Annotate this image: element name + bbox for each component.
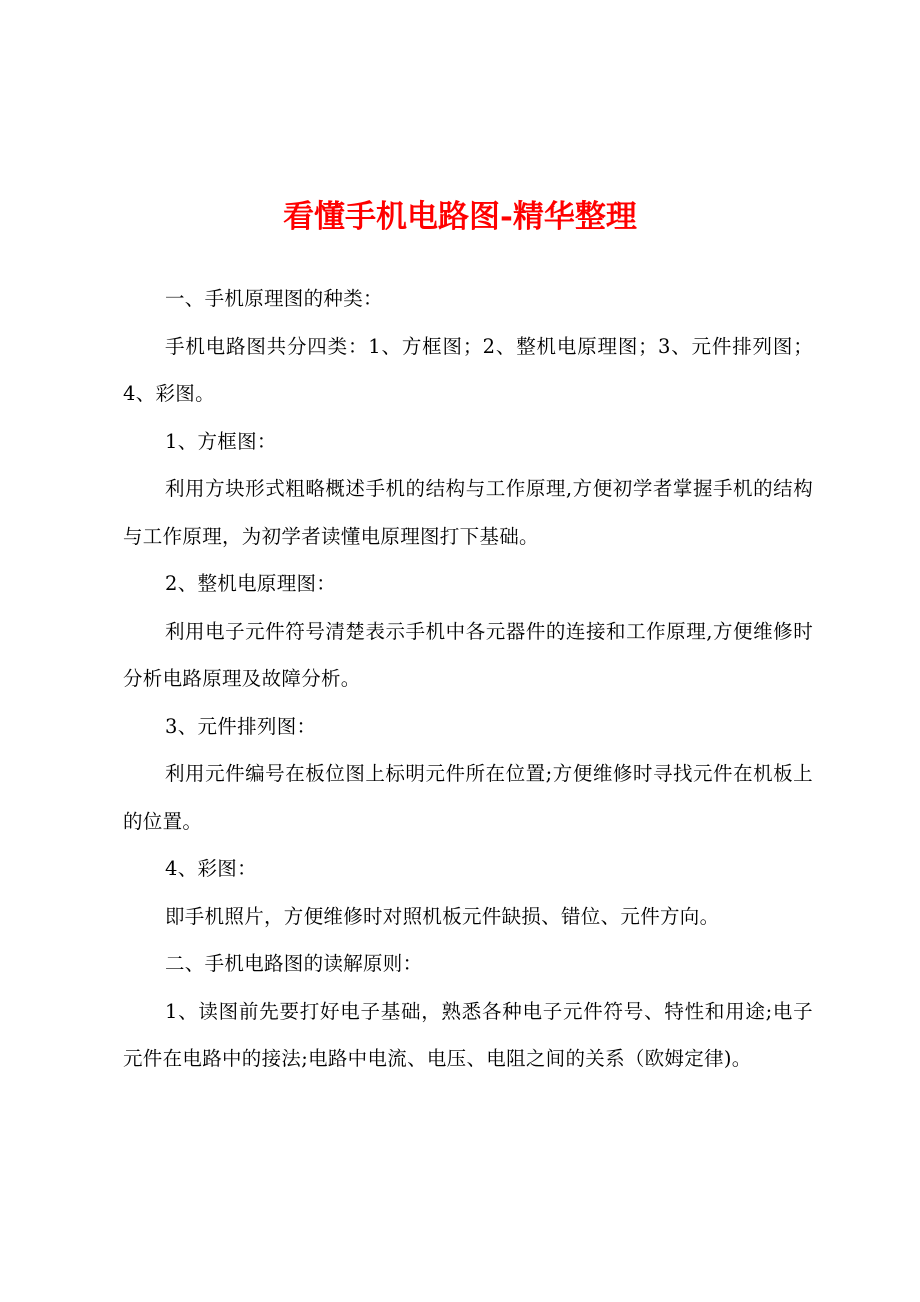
subsection-heading: 3、元件排列图： — [165, 714, 317, 738]
body-paragraph: 利用元件编号在板位图上标明元件所在位置;方便维修时寻找元件在机板上的位置。 — [123, 762, 813, 833]
subsection-heading: 1、方框图： — [165, 429, 277, 453]
document-body — [123, 275, 813, 1083]
subsection-heading: 4、彩图： — [165, 857, 257, 880]
body-paragraph: 手机电路图共分四类：1、方框图；2、整机电原理图；3、元件排列图；4、彩图。 — [123, 334, 813, 405]
body-paragraph: 利用电子元件符号清楚表示手机中各元器件的连接和工作原理,方便维修时分析电路原理及故障分析。 — [123, 619, 813, 690]
subsection-heading: 2、整机电原理图： — [165, 572, 337, 595]
section-heading: 二、手机电路图的读解原则： — [165, 952, 423, 975]
body-paragraph: 1、读图前先要打好电子基础，熟悉各种电子元件符号、特性和用途;电子元件在电路中的接法;电路中电流、电压、电阻之间的关系（欧姆定律)。 — [123, 999, 813, 1070]
section-heading: 一、手机原理图的种类： — [165, 287, 383, 310]
body-paragraph: 即手机照片，方便维修时对照机板元件缺损、错位、元件方向。 — [165, 904, 720, 928]
document-title: 看懂手机电路图-精华整理 — [283, 199, 637, 235]
body-paragraph: 利用方块形式粗略概述手机的结构与工作原理,方便初学者掌握手机的结构与工作原理，为初学者读懂电原理图打下基础。 — [123, 477, 813, 548]
